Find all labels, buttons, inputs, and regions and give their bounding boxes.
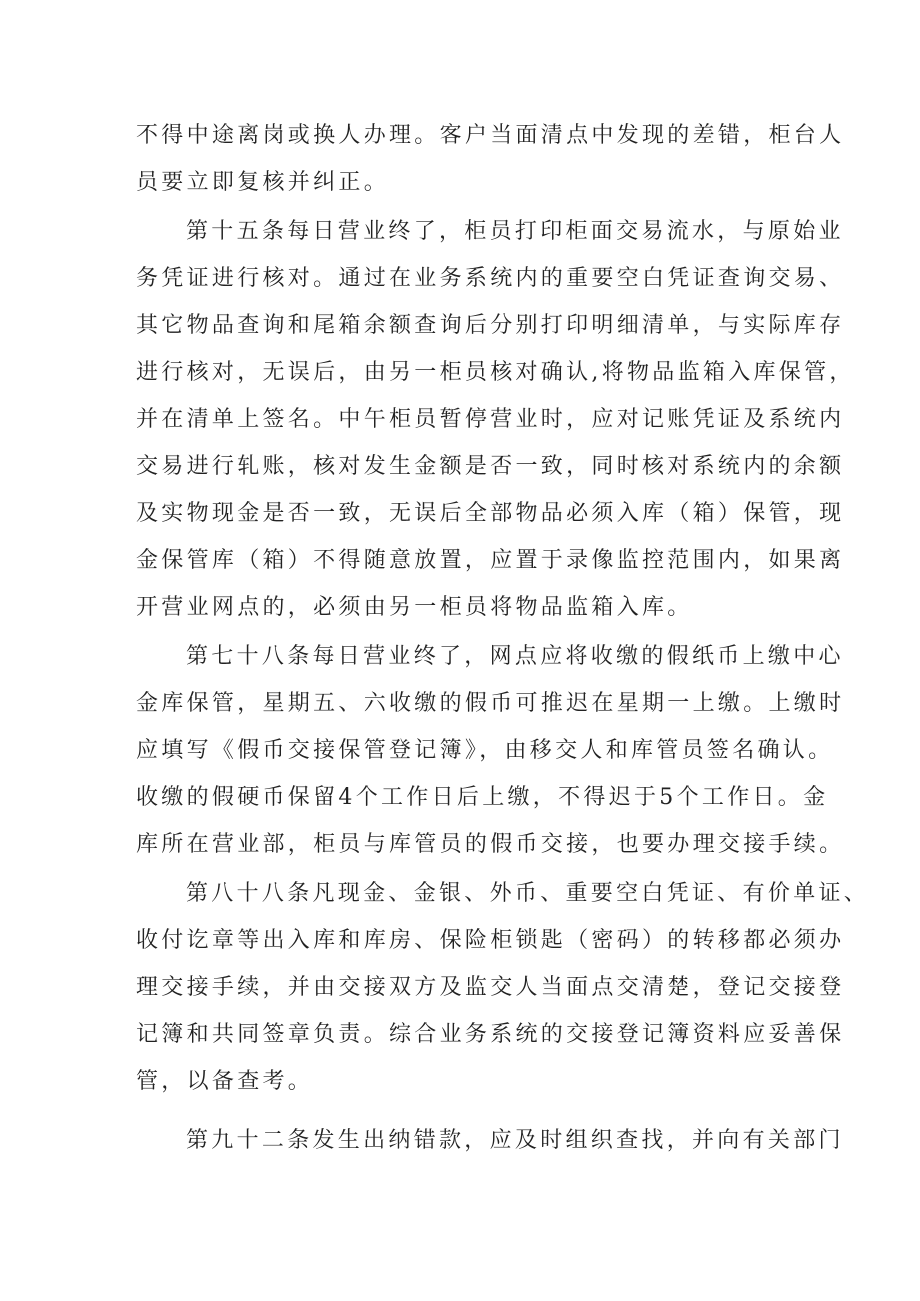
text-line: 其它物品查询和尾箱余额查询后分别打印明细清单，与实际库存 xyxy=(136,313,845,338)
paragraph-start-line: 第七十八条每日营业终了，网点应将收缴的假纸币上缴中心 xyxy=(186,644,844,669)
paragraph-start-line: 第八十八条凡现金、金银、外币、重要空白凭证、有价单证、 xyxy=(186,881,870,906)
text-line: 务凭证进行核对。通过在业务系统内的重要空白凭证查询交易、 xyxy=(136,266,845,291)
text-line: 交易进行轧账，核对发生金额是否一致，同时核对系统内的余额 xyxy=(136,454,845,479)
text-line: 员要立即复核并纠正。 xyxy=(136,170,390,195)
text-line: 并在清单上签名。中午柜员暂停营业时，应对记账凭证及系统内 xyxy=(136,407,845,432)
text-line: 及实物现金是否一致，无误后全部物品必须入库（箱）保管，现 xyxy=(136,501,845,526)
text-line: 理交接手续，并由交接双方及监交人当面点交清楚，登记交接登 xyxy=(136,975,845,1000)
text-line: 金库保管，星期五、六收缴的假币可推迟在星期一上缴。上缴时 xyxy=(136,691,845,716)
text-line: 记簿和共同签章负责。综合业务系统的交接登记簿资料应妥善保 xyxy=(136,1022,845,1047)
text-line: 收付讫章等出入库和库房、保险柜锁匙（密码）的转移都必须办 xyxy=(136,928,845,953)
text-line: 不得中途离岗或换人办理。客户当面清点中发现的差错，柜台人 xyxy=(136,123,845,148)
text-line: 收缴的假硬币保留4个工作日后上缴，不得迟于5个工作日。金 xyxy=(136,785,829,810)
text-line: 应填写《假币交接保管登记簿》，由移交人和库管员签名确认。 xyxy=(136,738,834,763)
text-line: 库所在营业部，柜员与库管员的假币交接，也要办理交接手续。 xyxy=(136,832,845,857)
text-line: 开营业网点的，必须由另一柜员将物品监箱入库。 xyxy=(136,595,693,620)
text-line: 金保管库（箱）不得随意放置，应置于录像监控范围内，如果离 xyxy=(136,548,845,573)
text-line: 管，以备查考。 xyxy=(136,1069,314,1094)
text-line: 进行核对，无误后，由另一柜员核对确认,将物品监箱入库保管， xyxy=(136,360,855,385)
paragraph-start-line: 第九十二条发生出纳错款，应及时组织查找，并向有关部门 xyxy=(186,1128,844,1153)
paragraph-start-line: 第十五条每日营业终了，柜员打印柜面交易流水，与原始业 xyxy=(186,219,844,244)
